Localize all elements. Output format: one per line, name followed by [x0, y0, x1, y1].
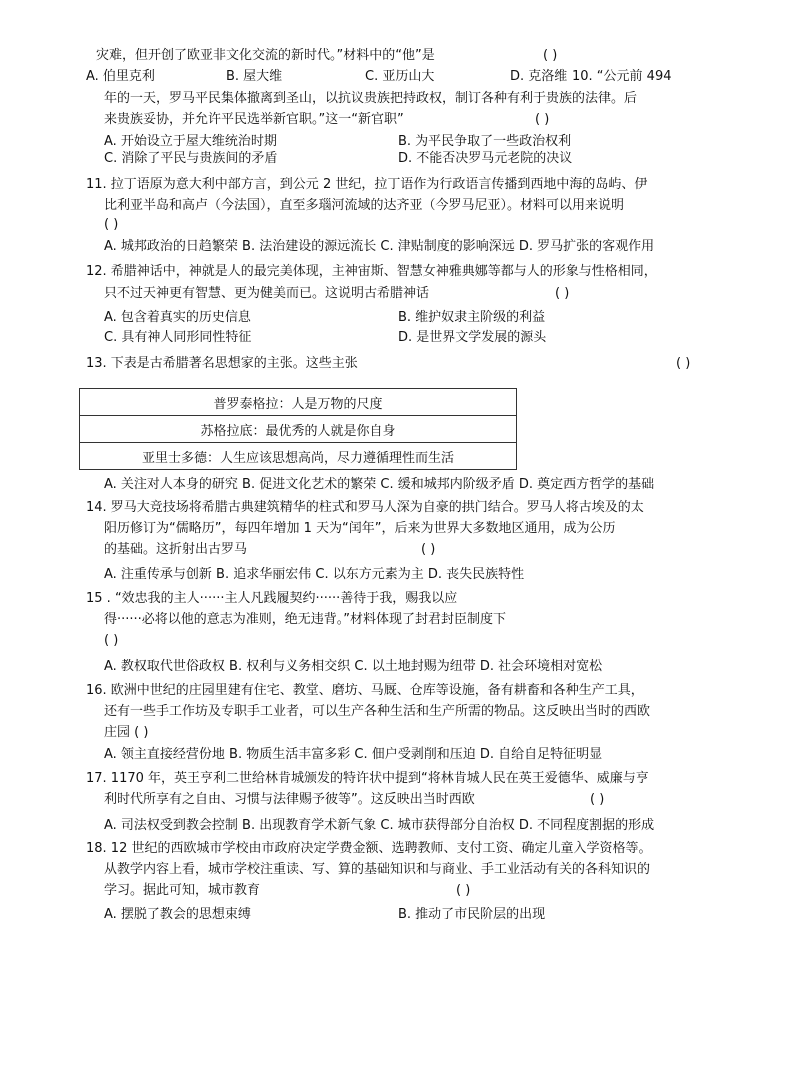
q10-option-d[interactable]: D. 不能否决罗马元老院的决议 — [398, 151, 573, 166]
q11-stem-line-2: 比利亚半岛和高卢（今法国），直至多瑙河流域的达齐亚（今罗马尼亚）。材料可以用来说明 — [104, 198, 625, 213]
q11-options[interactable]: A. 城邦政治的日趋繁荣 B. 法治建设的源远流长 C. 津贴制度的影响深远 D. 罗马扩张的客观作用 — [104, 239, 655, 254]
q9-answer-paren: ( ) — [543, 48, 558, 63]
q12-option-c[interactable]: C. 具有神人同形同性特征 — [104, 330, 252, 345]
q12-option-d[interactable]: D. 是世界文学发展的源头 — [398, 330, 547, 345]
q18-stem-line-3: 学习。据此可知，城市教育 — [104, 883, 261, 898]
q16-stem-line-3: 庄园 ( ) — [104, 725, 149, 740]
table-cell: 普罗泰格拉：人是万物的尺度 — [80, 389, 517, 416]
q9-option-a[interactable]: A. 伯里克利 — [86, 69, 155, 84]
q18-option-b[interactable]: B. 推动了市民阶层的出现 — [398, 907, 546, 922]
q18-option-a[interactable]: A. 摆脱了教会的思想束缚 — [104, 907, 251, 922]
q18-answer-paren: ( ) — [456, 883, 471, 898]
q15-stem-line-2: 得······必将以他的意志为准则，绝无违背。”材料体现了封君封臣制度下 — [104, 612, 507, 627]
q13-stem: 13. 下表是古希腊著名思想家的主张。这些主张 — [86, 356, 358, 371]
table-cell: 苏格拉底：最优秀的人就是你自身 — [80, 416, 517, 443]
q10-stem-line-3: 来贵族妥协，并允许平民选举新官职。”这一“新官职” — [104, 112, 404, 127]
q17-options[interactable]: A. 司法权受到教会控制 B. 出现教育学术新气象 C. 城市获得部分自治权 D. 不同程度割据的形成 — [104, 818, 655, 833]
q10-option-b[interactable]: B. 为平民争取了一些政治权利 — [398, 134, 572, 149]
q9-option-d[interactable]: D. 克洛维 — [510, 69, 568, 84]
q17-answer-paren: ( ) — [590, 792, 605, 807]
q14-answer-paren: ( ) — [421, 542, 436, 557]
q17-stem-line-1: 17. 1170 年，英王亨利二世给林肯城颁发的特许状中提到“将林肯城人民在英王爱德华、威廉与亨 — [86, 771, 649, 786]
q13-options[interactable]: A. 关注对人本身的研究 B. 促进文化艺术的繁荣 C. 缓和城邦内阶级矛盾 D. 奠定西方哲学的基础 — [104, 477, 655, 492]
q17-stem-line-2: 利时代所享有之自由、习惯与法律赐予彼等”。这反映出当时西欧 — [104, 792, 475, 807]
q11-answer-paren: ( ) — [104, 217, 119, 232]
table-row — [80, 416, 517, 443]
q14-options[interactable]: A. 注重传承与创新 B. 追求华丽宏伟 C. 以东方元素为主 D. 丧失民族特性 — [104, 567, 525, 582]
q9-stem: 灾难，但开创了欧亚非文化交流的新时代。”材料中的“他”是 — [96, 48, 435, 63]
q10-option-c[interactable]: C. 消除了平民与贵族间的矛盾 — [104, 151, 278, 166]
q13-thinkers-table — [79, 388, 517, 470]
q10-option-a[interactable]: A. 开始设立于屋大维统治时期 — [104, 134, 277, 149]
q18-stem-line-2: 从教学内容上看，城市学校注重读、写、算的基础知识和与商业、手工业活动有关的各科知识的 — [104, 862, 651, 877]
q16-options[interactable]: A. 领主直接经营份地 B. 物质生活丰富多彩 C. 佃户受剥削和压迫 D. 自给自足特征明显 — [104, 747, 603, 762]
q15-options[interactable]: A. 教权取代世俗政权 B. 权利与义务相交织 C. 以土地封赐为纽带 D. 社会环境相对宽松 — [104, 659, 603, 674]
q9-option-c[interactable]: C. 亚历山大 — [365, 69, 435, 84]
q12-stem-line-2: 只不过天神更有智慧、更为健美而已。这说明古希腊神话 — [104, 286, 430, 301]
q10-answer-paren: ( ) — [535, 112, 550, 127]
table-row — [80, 443, 517, 470]
q14-stem-line-2: 阳历修订为“儒略历”，每四年增加 1 天为“闰年”，后来为世界大多数地区通用，成为公历 — [104, 521, 616, 536]
q10-stem-line-1: 10. “公元前 494 — [572, 69, 672, 84]
q16-stem-line-2: 还有一些手工作坊及专职手工业者，可以生产各种生活和生产所需的物品。这反映出当时的西欧 — [104, 704, 651, 719]
q12-answer-paren: ( ) — [555, 286, 570, 301]
q18-stem-line-1: 18. 12 世纪的西欧城市学校由市政府决定学费金额、选聘教师、支付工资、确定儿童入学资格等。 — [86, 841, 652, 856]
q15-stem-line-1: 15 . “效忠我的主人······主人凡践履契约······善待于我，赐我以应 — [86, 591, 458, 606]
q10-stem-line-2: 年的一天，罗马平民集体撤离到圣山，以抗议贵族把持政权，制订各种有利于贵族的法律。后 — [104, 91, 638, 106]
q16-stem-line-1: 16. 欧洲中世纪的庄园里建有住宅、教堂、磨坊、马厩、仓库等设施，备有耕畜和各种生产工具， — [86, 683, 644, 698]
q9-option-b[interactable]: B. 屋大维 — [226, 69, 283, 84]
q13-answer-paren: ( ) — [676, 356, 691, 371]
table-cell: 亚里士多德：人生应该思想高尚，尽力遵循理性而生活 — [80, 443, 517, 470]
q15-answer-paren: ( ) — [104, 633, 119, 648]
q12-stem-line-1: 12. 希腊神话中，神就是人的最完美体现，主神宙斯、智慧女神雅典娜等都与人的形象与性格相同， — [86, 264, 657, 279]
q12-option-a[interactable]: A. 包含着真实的历史信息 — [104, 310, 251, 325]
q14-stem-line-1: 14. 罗马大竞技场将希腊古典建筑精华的柱式和罗马人深为自豪的拱门结合。罗马人将古埃及的太 — [86, 500, 644, 515]
q11-stem-line-1: 11. 拉丁语原为意大利中部方言，到公元 2 世纪，拉丁语作为行政语言传播到西地中海的岛屿、伊 — [86, 177, 648, 192]
q14-stem-line-3: 的基础。这折射出古罗马 — [104, 542, 248, 557]
q12-option-b[interactable]: B. 维护奴隶主阶级的利益 — [398, 310, 546, 325]
table-row — [80, 389, 517, 416]
